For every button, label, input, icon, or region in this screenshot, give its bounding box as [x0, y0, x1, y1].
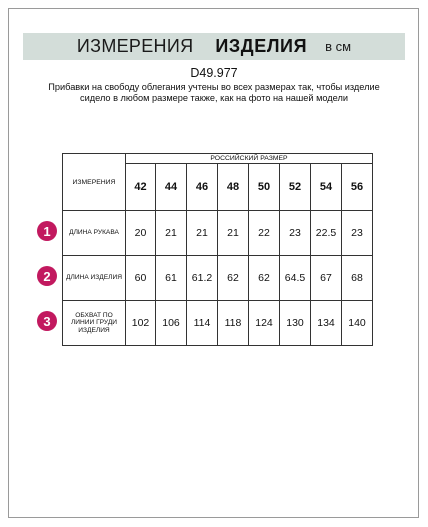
- table-row: [63, 301, 373, 346]
- measurement-value: 21: [187, 211, 218, 256]
- measurement-value: 124: [249, 301, 280, 346]
- measurement-value: 114: [187, 301, 218, 346]
- measurement-label: ОБХВАТ ПО ЛИНИИ ГРУДИ ИЗДЕЛИЯ: [63, 301, 126, 346]
- table-row: [63, 256, 373, 301]
- measurement-value: 20: [126, 211, 156, 256]
- measurement-label: ДЛИНА ИЗДЕЛИЯ: [63, 256, 126, 301]
- size-header: 42: [126, 164, 156, 211]
- article-number: D49.977: [190, 66, 238, 80]
- size-header: 52: [280, 164, 311, 211]
- size-header: 48: [218, 164, 249, 211]
- measurement-value: 62: [249, 256, 280, 301]
- measurement-value: 23: [342, 211, 373, 256]
- measurement-value: 22: [249, 211, 280, 256]
- size-header: 46: [187, 164, 218, 211]
- measurement-value: 23: [280, 211, 311, 256]
- row-number-badge: 1: [37, 221, 57, 241]
- row-number-badge: 2: [37, 266, 57, 286]
- table-header-row: [63, 154, 373, 164]
- measurement-value: 134: [311, 301, 342, 346]
- measurement-value: 68: [342, 256, 373, 301]
- measurement-value: 64.5: [280, 256, 311, 301]
- measurement-value: 130: [280, 301, 311, 346]
- measurement-value: 106: [156, 301, 187, 346]
- size-header: 50: [249, 164, 280, 211]
- size-header: 54: [311, 164, 342, 211]
- title-unit: в см: [325, 39, 352, 54]
- measurement-value: 21: [218, 211, 249, 256]
- size-table: [62, 153, 373, 346]
- measurement-value: 60: [126, 256, 156, 301]
- measurement-label: ДЛИНА РУКАВА: [63, 211, 126, 256]
- measurement-value: 102: [126, 301, 156, 346]
- table-row: [63, 211, 373, 256]
- measurement-value: 140: [342, 301, 373, 346]
- title-band: [23, 33, 405, 60]
- size-header: 56: [342, 164, 373, 211]
- measurement-value: 22.5: [311, 211, 342, 256]
- corner-label: ИЗМЕРЕНИЯ: [63, 154, 126, 211]
- size-group-label: РОССИЙСКИЙ РАЗМЕР: [126, 154, 373, 164]
- measurement-value: 62: [218, 256, 249, 301]
- measurement-value: 21: [156, 211, 187, 256]
- measurement-value: 67: [311, 256, 342, 301]
- measurement-value: 118: [218, 301, 249, 346]
- row-number-badge: 3: [37, 311, 57, 331]
- fit-note: Прибавки на свободу облегания учтены во всех размерах так, чтобы изделие сидело в любом размере также, как на фото на нашей модели: [48, 82, 380, 103]
- size-header: 44: [156, 164, 187, 211]
- measurement-value: 61: [156, 256, 187, 301]
- title-measurements: ИЗМЕРЕНИЯ: [76, 36, 194, 56]
- measurement-value: 61.2: [187, 256, 218, 301]
- title-product: ИЗДЕЛИЯ: [215, 36, 308, 56]
